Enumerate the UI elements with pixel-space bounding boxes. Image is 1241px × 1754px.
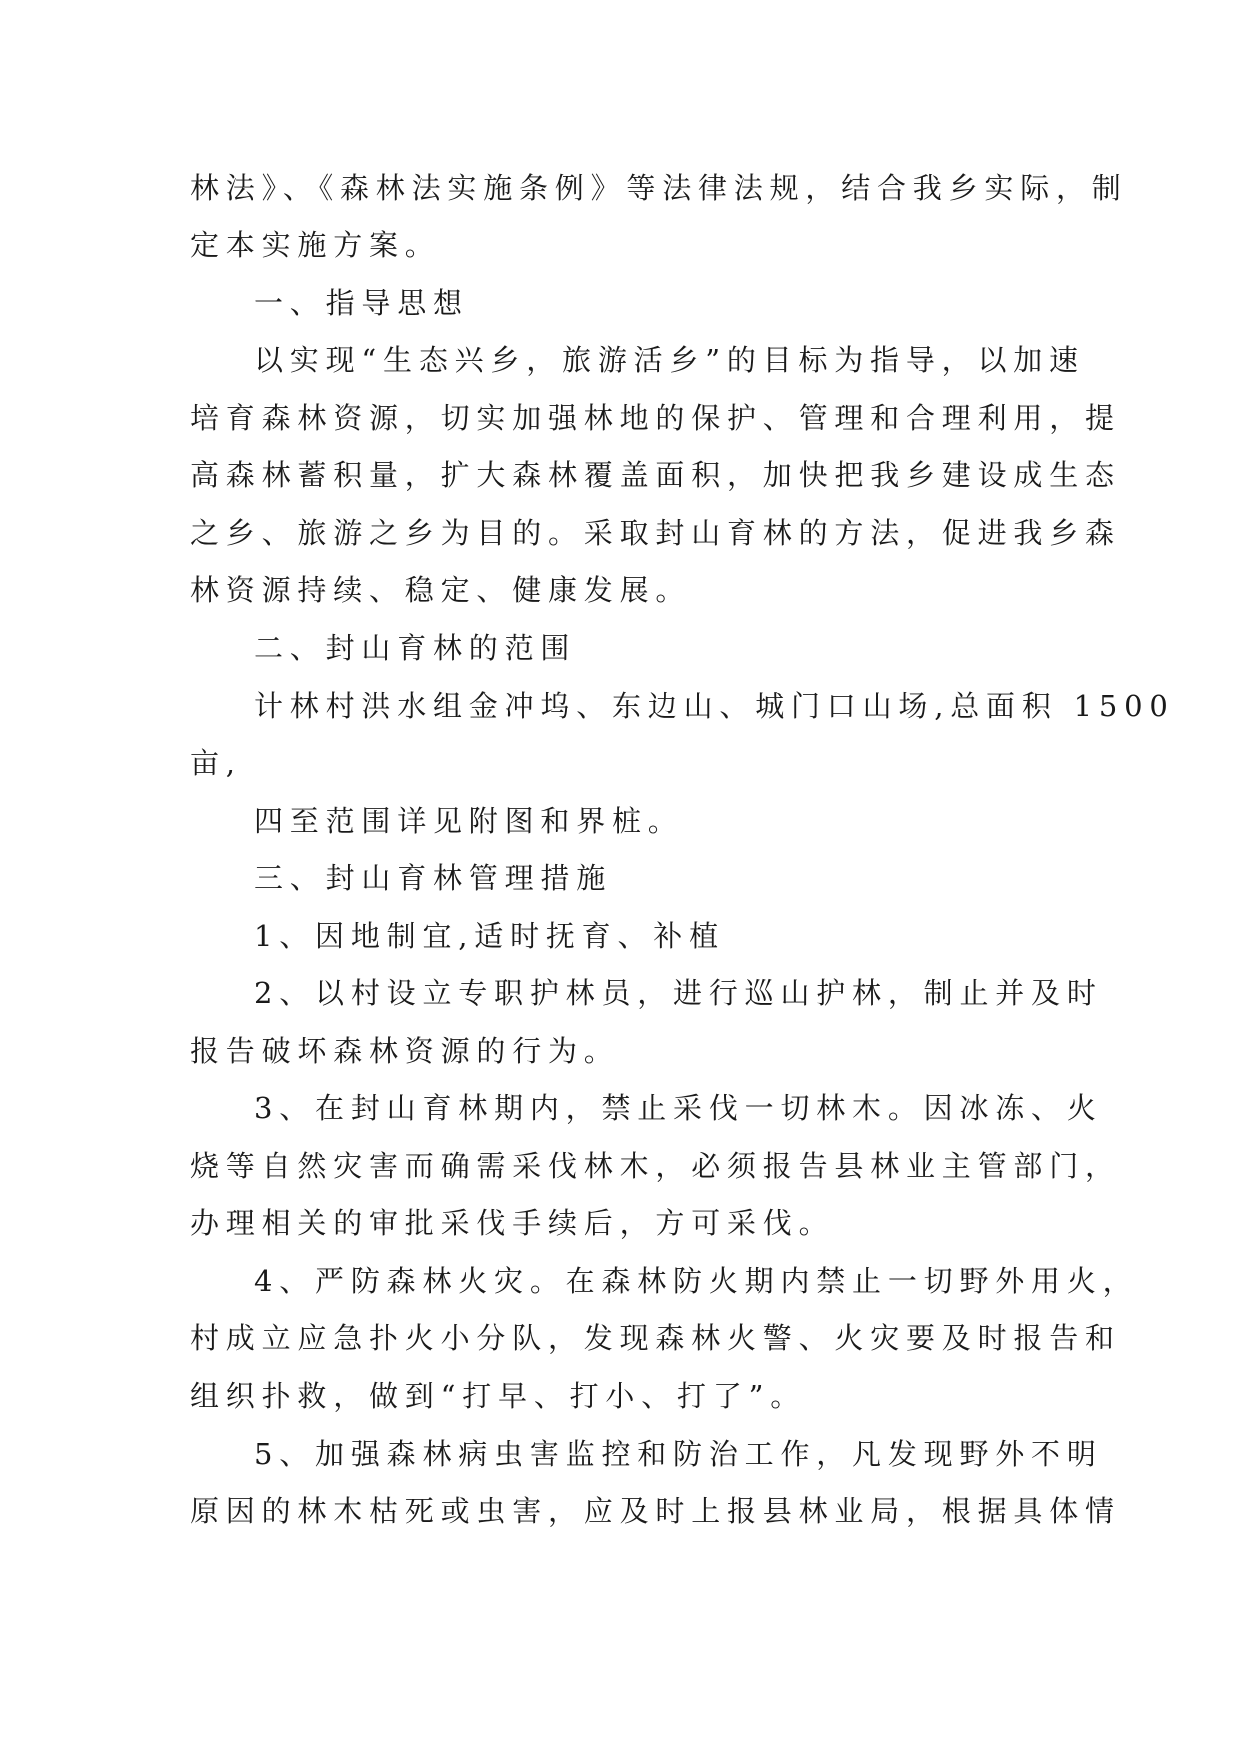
text-line: 林法》、《森林法实施条例》等法律法规，结合我乡实际，制 — [190, 171, 1128, 205]
list-item: 1、因地制宜,适时抚育、补植 — [254, 919, 725, 953]
text-line: 四至范围详见附图和界桩。 — [254, 804, 684, 838]
text-line: 高森林蓄积量，扩大森林覆盖面积，加快把我乡建设成生态 — [190, 458, 1121, 492]
text-line: 林资源持续、稳定、健康发展。 — [190, 573, 692, 607]
text-line: 定本实施方案。 — [190, 228, 441, 262]
text-line: 组织扑救，做到“打早、打小、打了”。 — [190, 1379, 807, 1413]
list-item: 3、在封山育林期内，禁止采伐一切林木。因冰冻、火 — [254, 1091, 1103, 1125]
text-line: 办理相关的审批采伐手续后，方可采伐。 — [190, 1206, 835, 1240]
section-heading: 三、封山育林管理措施 — [254, 861, 613, 895]
section-heading: 一、指导思想 — [254, 286, 469, 320]
text-line: 以实现“生态兴乡，旅游活乡”的目标为指导，以加速 — [254, 343, 1085, 377]
section-heading: 二、封山育林的范围 — [254, 631, 577, 665]
text-line: 计林村洪水组金冲坞、东边山、城门口山场,总面积 1500 — [254, 689, 1175, 723]
text-line: 培育森林资源，切实加强林地的保护、管理和合理利用，提 — [190, 401, 1121, 435]
text-line: 烧等自然灾害而确需采伐林木，必须报告县林业主管部门， — [190, 1149, 1121, 1183]
text-line: 原因的林木枯死或虫害，应及时上报县林业局，根据具体情 — [190, 1494, 1121, 1528]
text-line: 报告破坏森林资源的行为。 — [190, 1034, 620, 1068]
text-line: 亩, — [190, 746, 242, 780]
list-item: 4、严防森林火灾。在森林防火期内禁止一切野外用火， — [254, 1264, 1139, 1298]
list-item: 2、以村设立专职护林员，进行巡山护林，制止并及时 — [254, 976, 1103, 1010]
text-line: 之乡、旅游之乡为目的。采取封山育林的方法，促进我乡森 — [190, 516, 1121, 550]
list-item: 5、加强森林病虫害监控和防治工作，凡发现野外不明 — [254, 1437, 1103, 1471]
text-line: 村成立应急扑火小分队，发现森林火警、火灾要及时报告和 — [190, 1321, 1121, 1355]
